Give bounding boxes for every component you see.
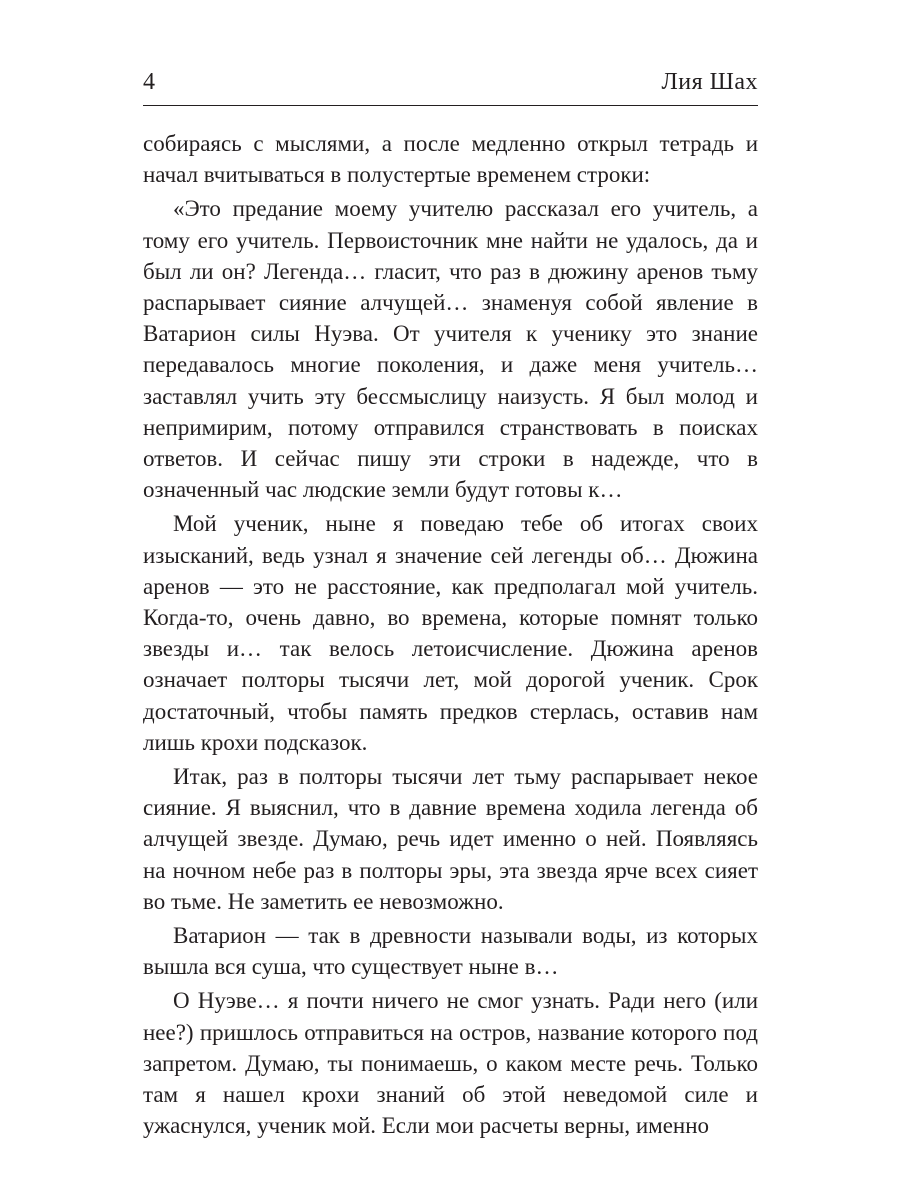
header-rule xyxy=(143,105,758,106)
paragraph: «Это предание моему учителю рассказал его учитель, а тому его учитель. Первоисточник мне найти не удалось, да и был ли он? Легенда… гласит, что раз в дюжину аренов тьму распарывает сияние алчущей… знаменуя собой явление в Ватарион силы Нуэва. От учителя к ученику это знание передавалось многие поколения, и даже меня учитель… заставлял учить эту бессмыслицу наизусть. Я был молод и непримирим, потому отправился странствовать в поисках ответов. И сейчас пишу эти строки в надежде, что в означенный час людские земли будут готовы к… xyxy=(143,196,758,503)
paragraph: Ватарион — так в древности называли воды, из которых вышла вся суша, что существует ныне в… xyxy=(143,923,758,980)
paragraph: Итак, раз в полторы тысячи лет тьму распарывает некое сияние. Я выяснил, что в давние времена ходила легенда об алчущей звезде. Думаю, речь идет именно о ней. Появляясь на ночном небе раз в полторы эры, эта звезда ярче всех сияет во тьме. Не заметить ее невозможно. xyxy=(143,764,758,914)
page-number: 4 xyxy=(143,69,155,95)
paragraph-continuation: собираясь с мыслями, а после медленно открыл тетрадь и начал вчитываться в полустертые временем строки: xyxy=(143,131,758,188)
paragraph: О Нуэве… я почти ничего не смог узнать. Ради него (или нее?) пришлось отправиться на остров, название которого под запретом. Думаю, ты понимаешь, о каком месте речь. Только там я нашел крохи знаний об этой неведомой силе и ужаснулся, ученик мой. Если мои расчеты верны, именно xyxy=(143,988,758,1139)
running-header xyxy=(143,62,758,106)
paragraph: Мой ученик, ныне я поведаю тебе об итогах своих изысканий, ведь узнал я значение сей легенды об… Дюжина аренов — это не расстояние, как предполагал мой учитель. Когда-то, очень давно, во времена, которые помнят только звезды и… так велось летоисчисление. Дюжина аренов означает полторы тысячи лет, мой дорогой ученик. Срок достаточный, чтобы память предков стерлась, оставив нам лишь крохи подсказок. xyxy=(143,511,758,755)
running-head-author: Лия Шах xyxy=(661,69,758,95)
body-text xyxy=(143,128,758,1142)
